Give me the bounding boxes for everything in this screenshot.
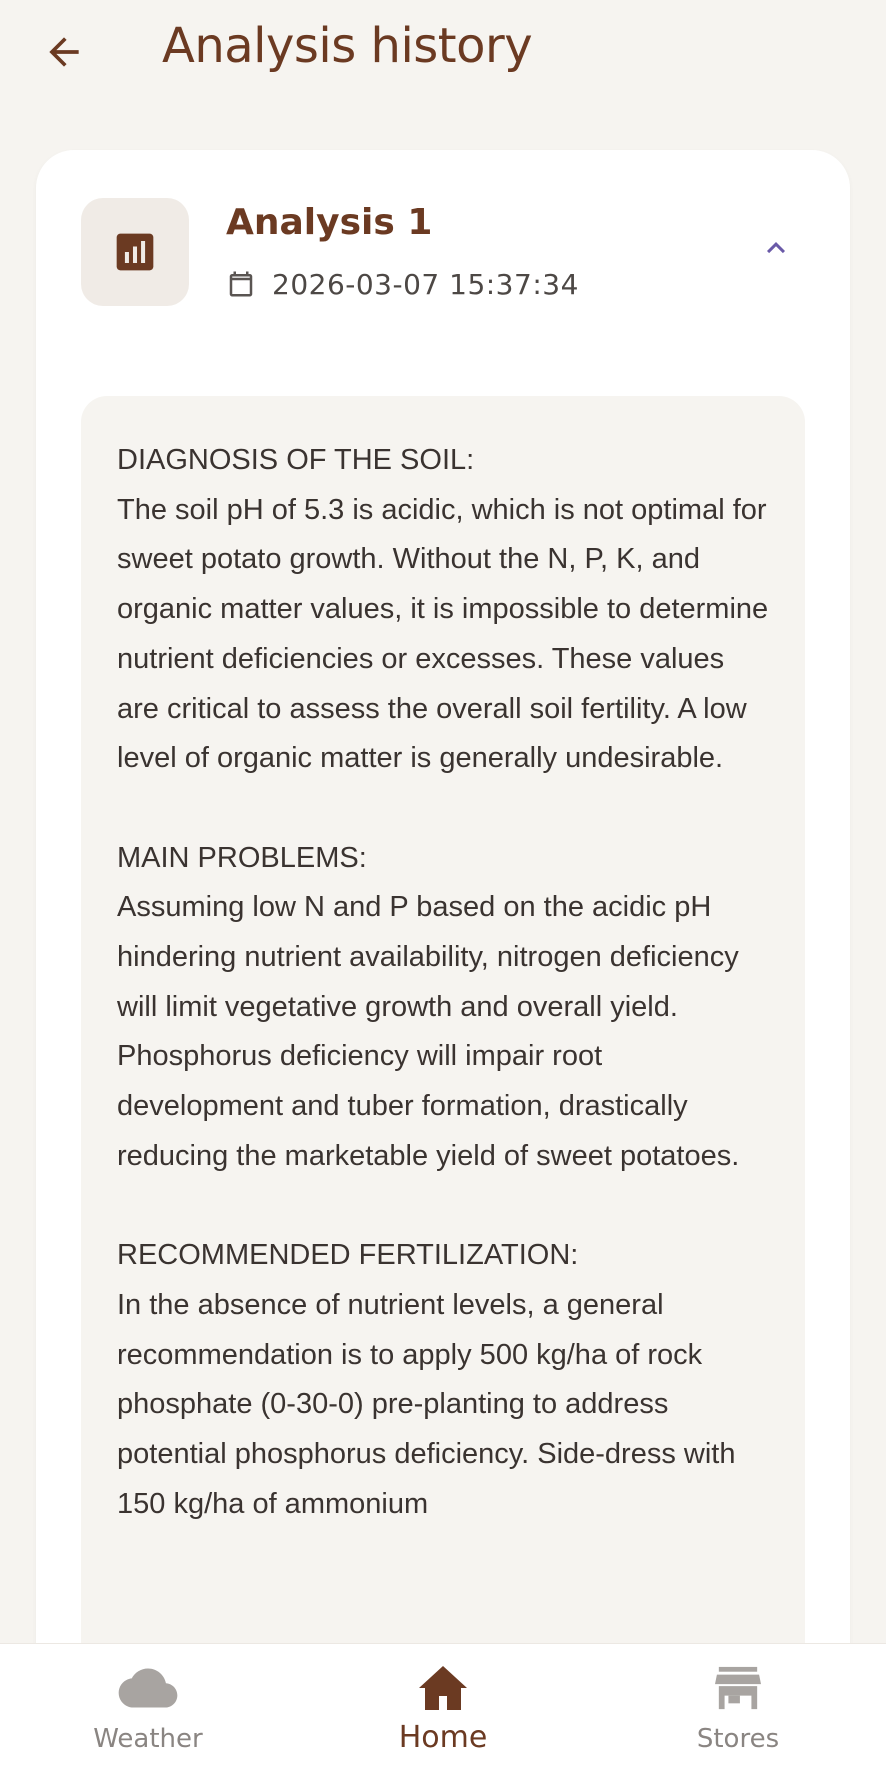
- chevron-up-icon: [758, 230, 794, 266]
- back-button[interactable]: [34, 24, 94, 80]
- arrow-left-icon: [42, 30, 86, 74]
- analysis-card-header[interactable]: [36, 150, 850, 350]
- analysis-result: [81, 396, 805, 1769]
- bottom-navigation: [0, 1643, 886, 1769]
- analysis-card: [36, 150, 850, 1769]
- analysis-date-row: [226, 266, 579, 302]
- app-bar: [0, 0, 886, 110]
- bar-chart-icon: [113, 230, 157, 274]
- nav-item-stores[interactable]: [618, 1644, 858, 1769]
- page-title: Analysis history: [162, 18, 533, 74]
- calendar-icon: [226, 268, 256, 300]
- collapse-button[interactable]: [754, 226, 798, 270]
- analysis-date: 2026-03-07 15:37:34: [272, 267, 579, 301]
- analysis-title: Analysis 1: [226, 202, 433, 243]
- analysis-result-text: DIAGNOSIS OF THE SOIL: The soil pH of 5.3 is acidic, which is not optimal for sweet potato growth. Without the N, P, K, and organic matter values, it is impossible to determine nutrient deficiencies or excesses. These values are critical to assess the overall soil fertility. A low level of organic matter is generally undesirable. MAIN PROBLEMS: Assuming low N and P based on the acidic pH hindering nutrient availability, nitrogen deficiency will limit vegetative growth and overall yield. Phosphorus deficiency will impair root development and tuber formation, drastically reducing the marketable yield of sweet potatoes. RECOMMENDED FERTILIZATION: In the absence of nutrient levels, a general recommendation is to apply 500 kg/ha of rock phosphate (0-30-0) pre-planting to address potential phosphorus deficiency. Side-dress with 150 kg/ha of ammonium: [117, 444, 769, 1520]
- nav-item-weather[interactable]: [28, 1644, 268, 1769]
- nav-label-weather: Weather: [93, 1724, 203, 1754]
- store-icon: [715, 1666, 761, 1710]
- nav-item-home[interactable]: [323, 1644, 563, 1769]
- nav-label-stores: Stores: [696, 1724, 780, 1754]
- home-icon: [419, 1665, 467, 1711]
- cloud-icon: [118, 1666, 178, 1710]
- nav-label-home: Home: [398, 1720, 488, 1755]
- analysis-icon-container: [81, 198, 189, 306]
